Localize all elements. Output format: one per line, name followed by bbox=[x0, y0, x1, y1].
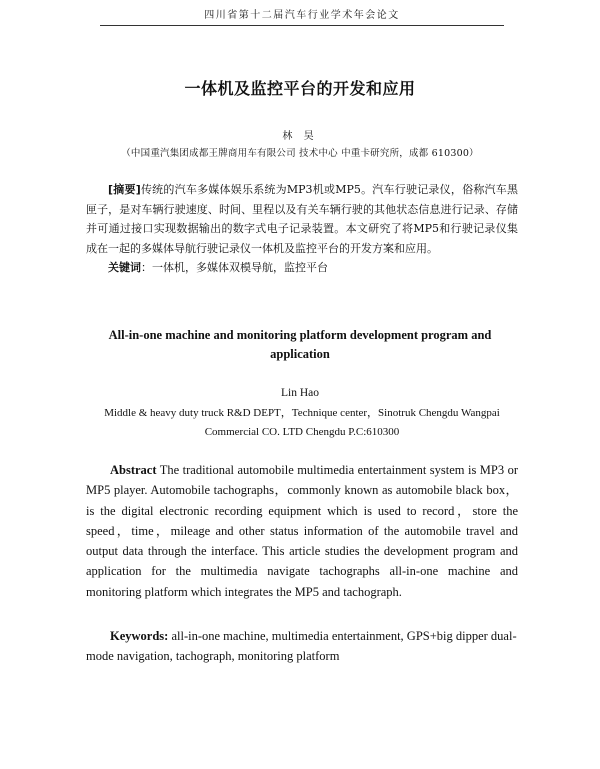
keywords-cn-text: ：一体机，多媒体双模导航，监控平台 bbox=[141, 261, 328, 274]
paper-title-cn: 一体机及监控平台的开发和应用 bbox=[184, 79, 416, 98]
keywords-en-text: all-in-one machine, multimedia entertainment, GPS+big dipper dual-mode navigation, tachograph, monitoring platform bbox=[86, 629, 517, 664]
abstract-en-label: Abstract bbox=[110, 463, 157, 477]
abstract-cn-text: 传统的汽车多媒体娱乐系统为MP3机或MP5。汽车行驶记录仪，俗称汽车黑匣子，是对车辆行驶速度、时间、里程以及有关车辆行驶的其他状态信息进行记录、存储并可通过接口实现数据输出的数字式电子记录装置。本文研究了将MP5和行驶记录仪集成在一起的多媒体导航行驶记录仪一体机及监控平台的开发方案和应用。 bbox=[86, 183, 518, 255]
affiliation-en: Middle & heavy duty truck R&D DEPT，Technique center，Sinotruk Chengdu Wangpai Commercial CO. LTD Chengdu P.C:610300 bbox=[104, 407, 500, 438]
keywords-en bbox=[86, 626, 518, 667]
abstract-en bbox=[86, 460, 518, 602]
keywords-cn-label: 关键词 bbox=[108, 261, 141, 274]
author-en: Lin Hao bbox=[280, 387, 319, 399]
paper-title-en: All-in-one machine and monitoring platform development program and application bbox=[108, 328, 492, 361]
affiliation-cn: （中国重汽集团成都王牌商用车有限公司 技术中心 中重卡研究所，成都 610300） bbox=[121, 148, 479, 159]
keywords-cn bbox=[108, 258, 518, 277]
author-cn: 林 昊 bbox=[282, 131, 318, 142]
abstract-en-text: The traditional automobile multimedia entertainment system is MP3 or MP5 player. Automobile tachographs，commonly known as automobile black box，is the digital electronic recording equipment which is used to record，store the speed，time，mileage and other status information of the automobile travel and output data through the interface. This article studies the development program and application for the multimedia navigate tachographs all-in-one machine and monitoring platform which integrates the MP5 and tachograph. bbox=[86, 463, 518, 599]
abstract-cn-label: [摘要] bbox=[108, 183, 141, 196]
abstract-cn bbox=[86, 180, 518, 258]
running-header: 四川省第十二届汽车行业学术年会论文 bbox=[100, 6, 504, 26]
keywords-en-label: Keywords: bbox=[110, 629, 169, 643]
